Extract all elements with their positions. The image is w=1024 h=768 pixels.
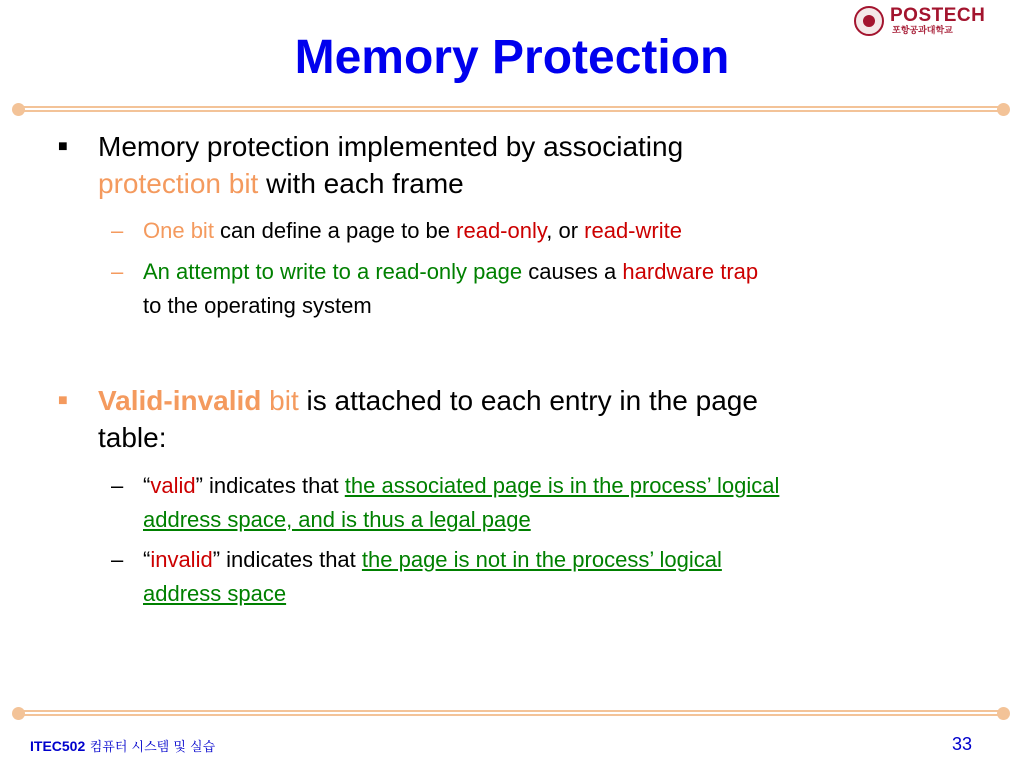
valid-invalid-term: Valid-invalid	[98, 385, 262, 416]
bit-term: bit	[261, 385, 299, 416]
page-number: 33	[951, 734, 972, 754]
bullet-text: Memory protection implemented by associating	[98, 131, 684, 162]
term-invalid: invalid	[150, 547, 213, 572]
protection-bit-term: protection bit	[98, 168, 259, 199]
bottom-divider	[16, 707, 1006, 721]
divider-dot-icon	[997, 103, 1010, 116]
dash-bullet-icon: –	[111, 473, 124, 498]
divider-dot-icon	[997, 707, 1010, 720]
bullet-text-rest: table:	[98, 422, 167, 453]
bullet-text-rest: is attached to each entry in the page	[298, 385, 758, 416]
attempt-text: An attempt to write to a read-only page	[143, 259, 523, 284]
quote: ”	[195, 473, 203, 498]
course-name: 컴퓨터 시스템 및 실습	[89, 740, 216, 755]
sub-bullet-item	[111, 543, 973, 611]
divider-dot-icon	[12, 707, 25, 720]
term-read-write: read-write	[584, 218, 682, 243]
valid-description-link: the associated page is in the process’ logical	[344, 473, 780, 498]
dash-bullet-icon: –	[111, 259, 124, 284]
top-divider	[16, 103, 1006, 117]
logo-subtitle: 포항공과대학교	[892, 26, 953, 36]
valid-description-link: address space, and is thus a legal page	[143, 507, 531, 532]
sub-text: can define a page to be	[213, 218, 457, 243]
sub-text: indicates that	[220, 547, 362, 572]
square-bullet-icon: ■	[58, 138, 68, 155]
sub-text: causes a	[522, 259, 623, 284]
bullet-item	[58, 128, 978, 202]
divider-dot-icon	[12, 103, 25, 116]
term: One bit	[143, 218, 214, 243]
quote: “	[143, 547, 151, 572]
sub-text: indicates that	[202, 473, 345, 498]
dash-bullet-icon: –	[111, 218, 124, 243]
term-read-only: read-only	[456, 218, 547, 243]
sub-bullet-item	[111, 255, 973, 323]
slide-title: Memory Protection	[294, 31, 730, 84]
sub-text: , or	[546, 218, 585, 243]
postech-logo	[852, 4, 1002, 40]
footer-course	[30, 736, 215, 755]
bullet-item	[58, 382, 978, 456]
square-bullet-icon: ■	[58, 392, 68, 409]
sub-text: to the operating system	[143, 293, 372, 318]
term-valid: valid	[150, 473, 196, 498]
invalid-description-link: the page is not in the process’ logical	[361, 547, 722, 572]
invalid-description-link: address space	[143, 581, 287, 606]
course-code: ITEC502	[30, 738, 86, 754]
sub-bullet-item	[111, 469, 973, 537]
quote: “	[143, 473, 151, 498]
dash-bullet-icon: –	[111, 547, 124, 572]
logo-name: POSTECH	[890, 5, 986, 26]
term-hardware-trap: hardware trap	[622, 259, 759, 284]
bullet-text-rest: with each frame	[258, 168, 464, 199]
quote: ”	[212, 547, 221, 572]
postech-seal-icon	[854, 6, 884, 36]
sub-bullet-item	[111, 214, 973, 248]
